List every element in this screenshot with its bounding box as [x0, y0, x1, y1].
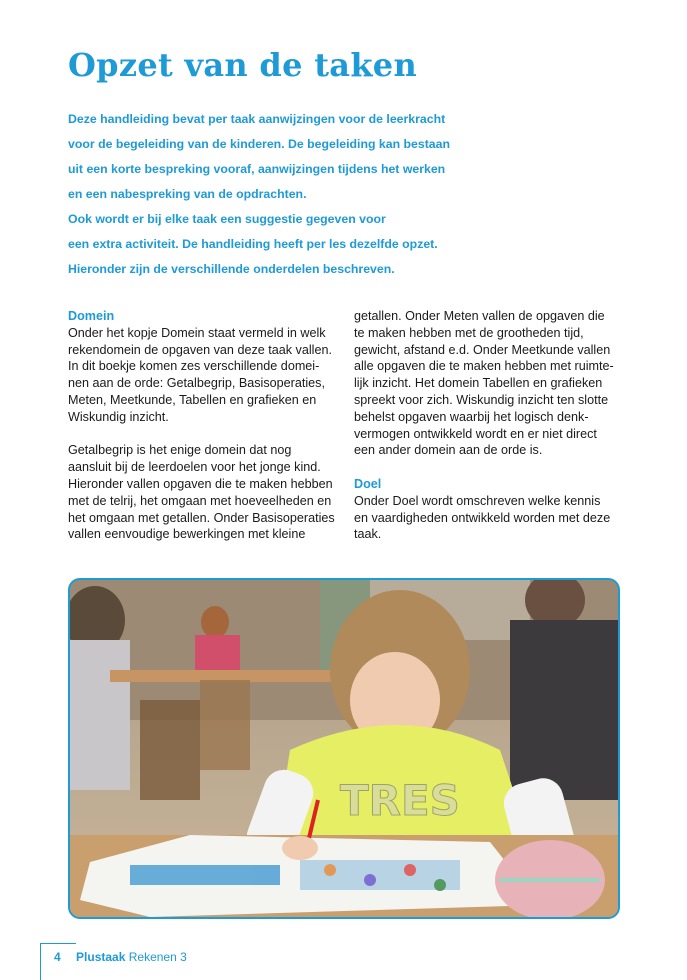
body-line: het omgaan met getallen. Onder Basisoperaties — [68, 510, 335, 525]
body-line: Getalbegrip is het enige domein dat nog — [68, 443, 292, 458]
classroom-photo — [68, 578, 620, 919]
body-line: getallen. Onder Meten vallen de opgaven die — [354, 309, 605, 323]
body-line: taak. — [354, 527, 382, 542]
body-line: Onder Doel wordt omschreven welke kennis — [354, 493, 601, 508]
body-line: vermogen ontwikkeld wordt en er niet direct — [354, 426, 597, 441]
body-line: met de telrij, het omgaan met hoeveelheden en — [68, 493, 332, 508]
body-line: vallen eenvoudige bewerkingen met kleine — [68, 527, 306, 542]
body-line: aansluit bij de leerdoelen voor het jonge kind. — [68, 460, 321, 475]
intro-paragraph — [68, 107, 628, 282]
body-line: nen aan de orde: Getalbegrip, Basisoperaties, — [68, 376, 325, 391]
body-line: In dit boekje komen zes verschillende domei- — [68, 359, 320, 374]
page-title: Opzet van de taken — [68, 46, 418, 84]
section-heading-domein: Domein — [68, 309, 115, 323]
body-line: een ander domein aan de orde is. — [354, 443, 543, 458]
classroom-illustration — [70, 580, 618, 917]
shirt-print: TRES — [340, 776, 460, 825]
intro-line: Ook wordt er bij elke taak een suggestie gegeven voor — [68, 212, 386, 226]
body-line: Onder het kopje Domein staat vermeld in welk — [68, 325, 326, 340]
section-heading-doel: Doel — [354, 476, 382, 491]
footer-rule-horizontal — [40, 943, 76, 944]
intro-line: een extra activiteit. De handleiding heeft per les dezelfde opzet. — [68, 237, 438, 251]
intro-line: uit een korte bespreking vooraf, aanwijzingen tijdens het werken — [68, 162, 446, 176]
body-line: Wiskundig inzicht. — [68, 409, 169, 424]
intro-line: en een nabespreking van de opdrachten. — [68, 187, 307, 201]
body-line: rekendomein de opgaven van deze taak vallen. — [68, 342, 332, 357]
body-line: spreekt voor zich. Wiskundig inzicht ten slotte — [354, 392, 609, 407]
body-line: Meten, Meetkunde, Tabellen en grafieken en — [68, 392, 317, 407]
intro-line: Hieronder zijn de verschillende onderdelen beschreven. — [68, 262, 395, 276]
footer-subtitle: Rekenen 3 — [128, 950, 187, 964]
body-line: alle opgaven die te maken hebben met ruimte- — [354, 359, 614, 374]
body-line: Hieronder vallen opgaven die te maken hebben — [68, 476, 333, 491]
page-footer — [54, 950, 187, 964]
body-line: behelst opgaven waarbij het logisch denk- — [354, 409, 589, 424]
footer-rule-vertical — [40, 943, 41, 980]
body-line: en vaardigheden ontwikkeld worden met deze — [354, 510, 611, 525]
right-column — [354, 308, 626, 543]
footer-brand: Plustaak — [76, 950, 126, 964]
body-line: te maken hebben met de grootheden tijd, — [354, 325, 584, 340]
body-line: gewicht, afstand e.d. Onder Meetkunde vallen — [354, 342, 611, 357]
page-number: 4 — [54, 950, 61, 964]
body-line: lijk inzicht. Het domein Tabellen en grafieken — [354, 376, 603, 391]
intro-line: Deze handleiding bevat per taak aanwijzingen voor de leerkracht — [68, 112, 446, 126]
left-column — [68, 308, 340, 543]
intro-line: voor de begeleiding van de kinderen. De begeleiding kan bestaan — [68, 137, 450, 151]
